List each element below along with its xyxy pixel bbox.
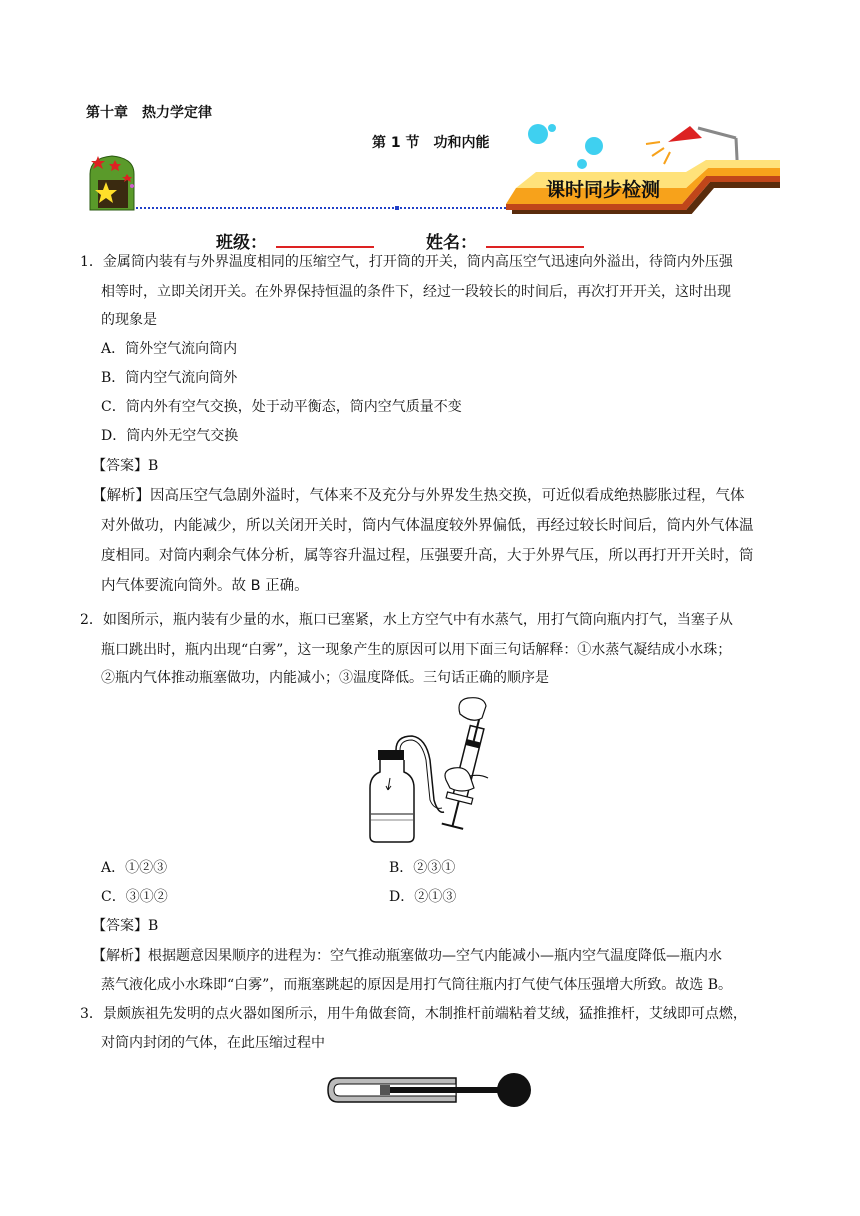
q1-answer: 【答案】B	[92, 458, 159, 474]
header-banner	[86, 122, 780, 214]
q1-option-c: C．筒内外有空气交换，处于动平衡态，筒内空气质量不变	[101, 399, 462, 415]
section-title: 第 1 节 功和内能	[372, 135, 490, 151]
name-label: 姓名：	[426, 233, 477, 253]
q2-line-3: ②瓶内气体推动瓶塞做功，内能减小；③温度降低。三句话正确的顺序是	[101, 670, 549, 686]
q1-analysis-3: 度相同。对筒内剩余气体分析，属等容升温过程，压强要升高，大于外界气压，所以再打开开关时，筒	[101, 548, 754, 564]
q1-option-d: D．筒内外无空气交换	[101, 428, 239, 444]
q3-line-2: 对筒内封闭的气体，在此压缩过程中	[101, 1035, 325, 1051]
name-blank[interactable]	[486, 246, 584, 248]
q2-option-d: D．②①③	[389, 889, 457, 905]
q1-line-3: 的现象是	[101, 312, 157, 328]
q2-line-2: 瓶口跳出时，瓶内出现“白雾”，这一现象产生的原因可以用下面三句话解释：①水蒸气凝结成小水珠；	[101, 642, 732, 658]
q1-analysis-2: 对外做功，内能减少，所以关闭开关时，筒内气体温度较外界偏低，再经过较长时间后，筒内外气体温	[101, 518, 754, 534]
q2-option-a: A．①②③	[101, 860, 168, 876]
banner-text: 课时同步检测	[546, 179, 661, 201]
q2-analysis-2: 蒸气液化成小水珠即“白雾”，而瓶塞跳起的原因是用打气筒往瓶内打气使气体压强增大所致。故选 B。	[101, 977, 733, 993]
q2-option-b: B．②③①	[389, 860, 456, 876]
q3-line-1: 3．景颇族祖先发明的点火器如图所示，用牛角做套筒，木制推杆前端粘着艾绒，猛推推杆，艾绒即可点燃，	[80, 1006, 747, 1022]
q2-line-1: 2．如图所示，瓶内装有少量的水，瓶口已塞紧，水上方空气中有水蒸气，用打气筒向瓶内打气，当塞子从	[80, 612, 733, 628]
class-blank[interactable]	[276, 246, 374, 248]
q2-answer: 【答案】B	[92, 918, 159, 934]
house-logo-icon	[90, 156, 134, 210]
q1-line-2: 相等时，立即关闭开关。在外界保持恒温的条件下，经过一段较长的时间后，再次打开开关，这时出现	[101, 284, 731, 300]
q1-option-a: A．筒外空气流向筒内	[101, 341, 238, 357]
bubbles-decoration	[528, 124, 603, 169]
class-label: 班级：	[216, 233, 267, 253]
q2-analysis-1: 【解析】根据题意因果顺序的进程为：空气推动瓶塞做功—空气内能减小—瓶内空气温度降低—瓶内水	[92, 948, 722, 964]
chapter-title: 第十章 热力学定律	[86, 105, 212, 121]
q1-line-1: 1．金属筒内装有与外界温度相同的压缩空气，打开筒的开关，筒内高压空气迅速向外溢出，待筒内外压强	[80, 254, 733, 270]
q1-option-b: B．筒内空气流向筒外	[101, 370, 238, 386]
q1-analysis-4: 内气体要流向筒外。故 B 正确。	[101, 578, 309, 594]
bottle-pump-figure	[362, 696, 492, 844]
fire-piston-figure	[326, 1068, 532, 1112]
q2-option-c: C．③①②	[101, 889, 168, 905]
q1-analysis-1: 【解析】因高压空气急剧外溢时，气体来不及充分与外界发生热交换，可近似看成绝热膨胀过程，气体	[92, 488, 745, 504]
